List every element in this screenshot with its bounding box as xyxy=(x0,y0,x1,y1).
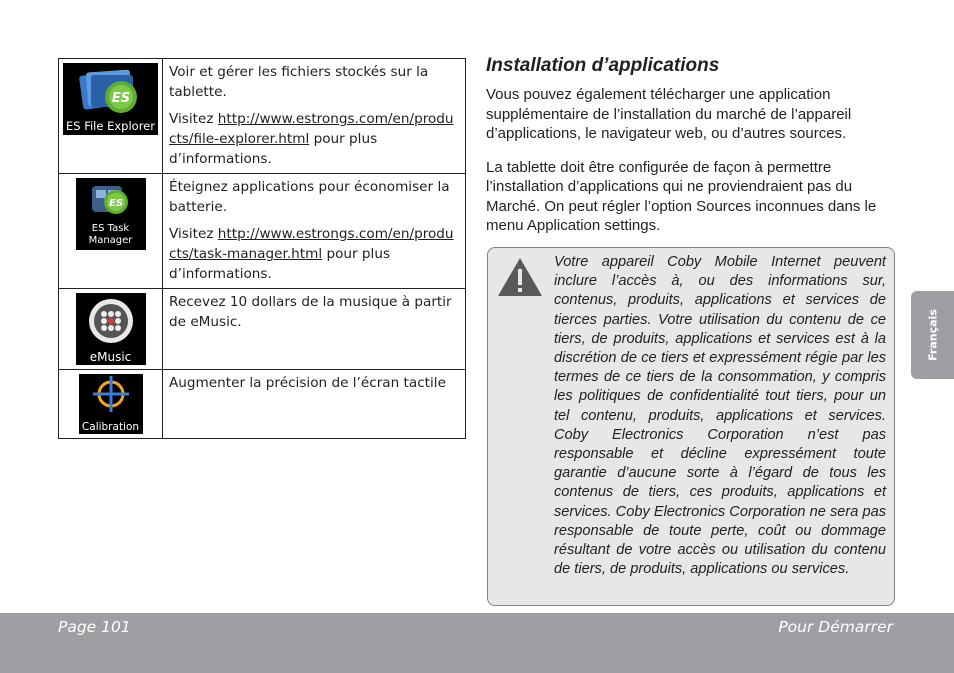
es-badge: ES xyxy=(111,91,131,106)
language-tab xyxy=(911,291,954,379)
icon-cell xyxy=(59,174,163,289)
icon-caption: ES Task Manager xyxy=(88,223,133,246)
calibration-icon xyxy=(79,374,143,434)
task-manager-link[interactable]: http://www.estrongs.com/en/products/task-manager.html xyxy=(169,226,454,262)
description-text: Augmenter la précision de l’écran tactile xyxy=(169,375,446,391)
file-explorer-link[interactable]: http://www.estrongs.com/en/products/file-explorer.html xyxy=(169,111,454,147)
footer-section-name: Pour Démarrer xyxy=(778,618,893,636)
description-cell xyxy=(163,370,466,439)
icon-cell xyxy=(59,370,163,439)
icon-caption: eMusic xyxy=(89,350,132,364)
description-cell xyxy=(163,59,466,174)
description-text: Éteignez applications pour économiser la batterie. xyxy=(169,179,450,215)
description-cell xyxy=(163,289,466,370)
description-text: Voir et gérer les fichiers stockés sur la tablette. xyxy=(169,64,429,100)
icon-caption: ES File Explorer xyxy=(65,119,155,133)
page-number: Page 101 xyxy=(58,618,131,636)
es-badge: ES xyxy=(108,198,123,209)
app-table xyxy=(58,58,466,439)
es-task-manager-icon xyxy=(76,178,146,250)
section-heading: Installation d’applications xyxy=(486,55,720,76)
table-row xyxy=(59,174,466,289)
language-tab-label: Français xyxy=(926,309,939,361)
emusic-icon xyxy=(76,293,146,365)
description-text: Recevez 10 dollars de la musique à partir de eMusic. xyxy=(169,294,452,330)
icon-caption: Calibration xyxy=(81,421,140,433)
footer-bar xyxy=(0,613,954,673)
visit-text: Visitez http://www.estrongs.com/en/products/task-manager.html pour plus d’informations. xyxy=(169,226,454,282)
table-row xyxy=(59,59,466,174)
table-row xyxy=(59,289,466,370)
right-column xyxy=(486,54,890,236)
description-cell xyxy=(163,174,466,289)
es-file-explorer-icon xyxy=(63,63,158,135)
body-paragraph: Vous pouvez également télécharger une application supplémentaire de l’installation du marché de l’appareil d’applications, le navigateur web, ou d’autres sources. xyxy=(486,86,852,142)
visit-text: Visitez http://www.estrongs.com/en/products/file-explorer.html pour plus d’informations. xyxy=(169,111,454,167)
notice-box xyxy=(487,247,895,606)
table-row xyxy=(59,370,466,439)
icon-cell xyxy=(59,59,163,174)
icon-cell xyxy=(59,289,163,370)
notice-text: Votre appareil Coby Mobile Internet peuvent inclure l’accès à, ou des informations sur, contenus, produits, applications et services de tierces parties. Votre utilisation du contenu de ce tiers, de produits, applications et services est à la discrétion de ce tiers et expressément régie par les termes de ce tiers de la consommation, y compris les politiques de confidentialité tout tiers, pour un tel contenu, produits, applications et services. Coby Electronics Corporation n’est pas responsable et décline expressément toute garantie d’aucune sorte à l’égard de tous les contenus de tiers, ces produits, applications et services. Coby Electronics Corporation ne sera pas responsable de toute perte, coût ou dommage résultant de votre accès ou utilisation du contenu de tiers, de produits, applications ou services. xyxy=(554,254,886,578)
body-paragraph: La tablette doit être configurée de façon à permettre l’installation d’applications qui ne proviendraient pas du Marché. On peut régler l’option Sources inconnues dans le menu Application settings. xyxy=(486,158,877,234)
warning-icon xyxy=(497,256,543,298)
